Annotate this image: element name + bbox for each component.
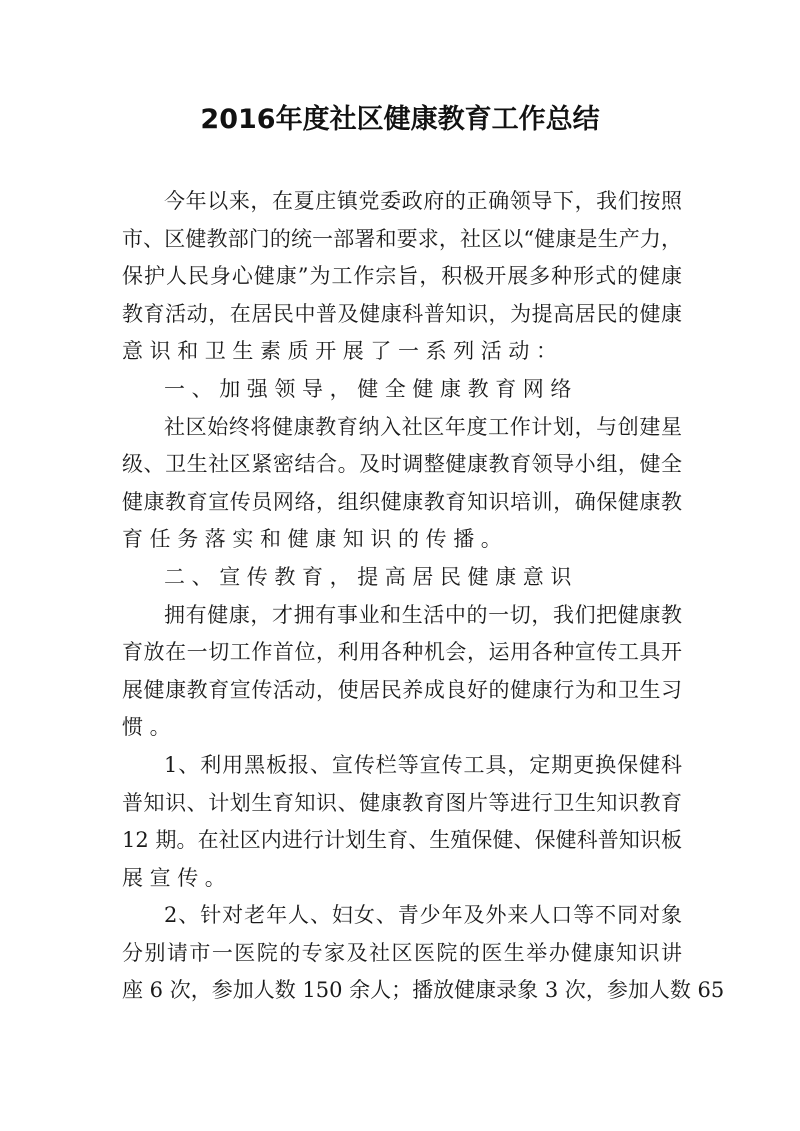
text-line: 意识和卫生素质开展了一系列活动：: [122, 339, 564, 364]
text-line: 今年以来，在夏庄镇党委政府的正确领导下，我们按照: [164, 189, 682, 213]
document-body: [122, 183, 725, 1010]
text-line: 一、加强领导，健全健康教育网络: [164, 376, 578, 401]
text-line: 展健康教育宣传活动，使居民养成良好的健康行为和卫生习: [122, 677, 682, 702]
text-line: 教育活动，在居民中普及健康科普知识，为提高居民的健康: [122, 301, 682, 326]
text-line: 12 期。在社区内进行计划生育、生殖保健、保健科普知识板: [122, 828, 682, 853]
paragraph: [122, 371, 682, 409]
text-line: 惯。: [122, 715, 178, 740]
text-line: 保护人民身心健康”为工作宗旨，积极开展多种形式的健康: [122, 264, 682, 289]
text-line: 1、利用黑板报、宣传栏等宣传工具，定期更换保健科: [164, 752, 682, 777]
text-line: 级、卫生社区紧密结合。及时调整健康教育领导小组，健全: [122, 452, 682, 477]
document-title: 2016年度社区健康教育工作总结: [200, 104, 600, 135]
text-line: 座 6 次，参加人数 150 余人；播放健康录象 3 次，参加人数 65: [122, 978, 725, 1003]
paragraph: [122, 409, 682, 559]
paragraph: [122, 747, 682, 897]
text-line: 分别请市一医院的专家及社区医院的医生举办健康知识讲: [122, 940, 682, 965]
text-line: 展宣传。: [122, 865, 233, 890]
text-line: 拥有健康，才拥有事业和生活中的一切，我们把健康教: [164, 602, 682, 627]
text-line: 社区始终将健康教育纳入社区年度工作计划，与创建星: [164, 414, 682, 439]
text-line: 市、区健教部门的统一部署和要求，社区以“健康是生产力，: [122, 226, 682, 251]
text-line: 2、针对老年人、妇女、青少年及外来人口等不同对象: [164, 903, 682, 928]
paragraph: [122, 897, 725, 1010]
paragraph: [122, 597, 682, 747]
text-line: 育任务落实和健康知识的传播。: [122, 527, 509, 552]
text-line: 普知识、计划生育知识、健康教育图片等进行卫生知识教育: [122, 790, 682, 815]
paragraph: [122, 559, 682, 597]
text-line: 育放在一切工作首位，利用各种机会，运用各种宣传工具开: [122, 640, 682, 665]
text-line: 二、宣传教育，提高居民健康意识: [164, 564, 578, 589]
paragraph: [122, 183, 682, 371]
text-line: 健康教育宣传员网络，组织健康教育知识培训，确保健康教: [122, 489, 682, 514]
